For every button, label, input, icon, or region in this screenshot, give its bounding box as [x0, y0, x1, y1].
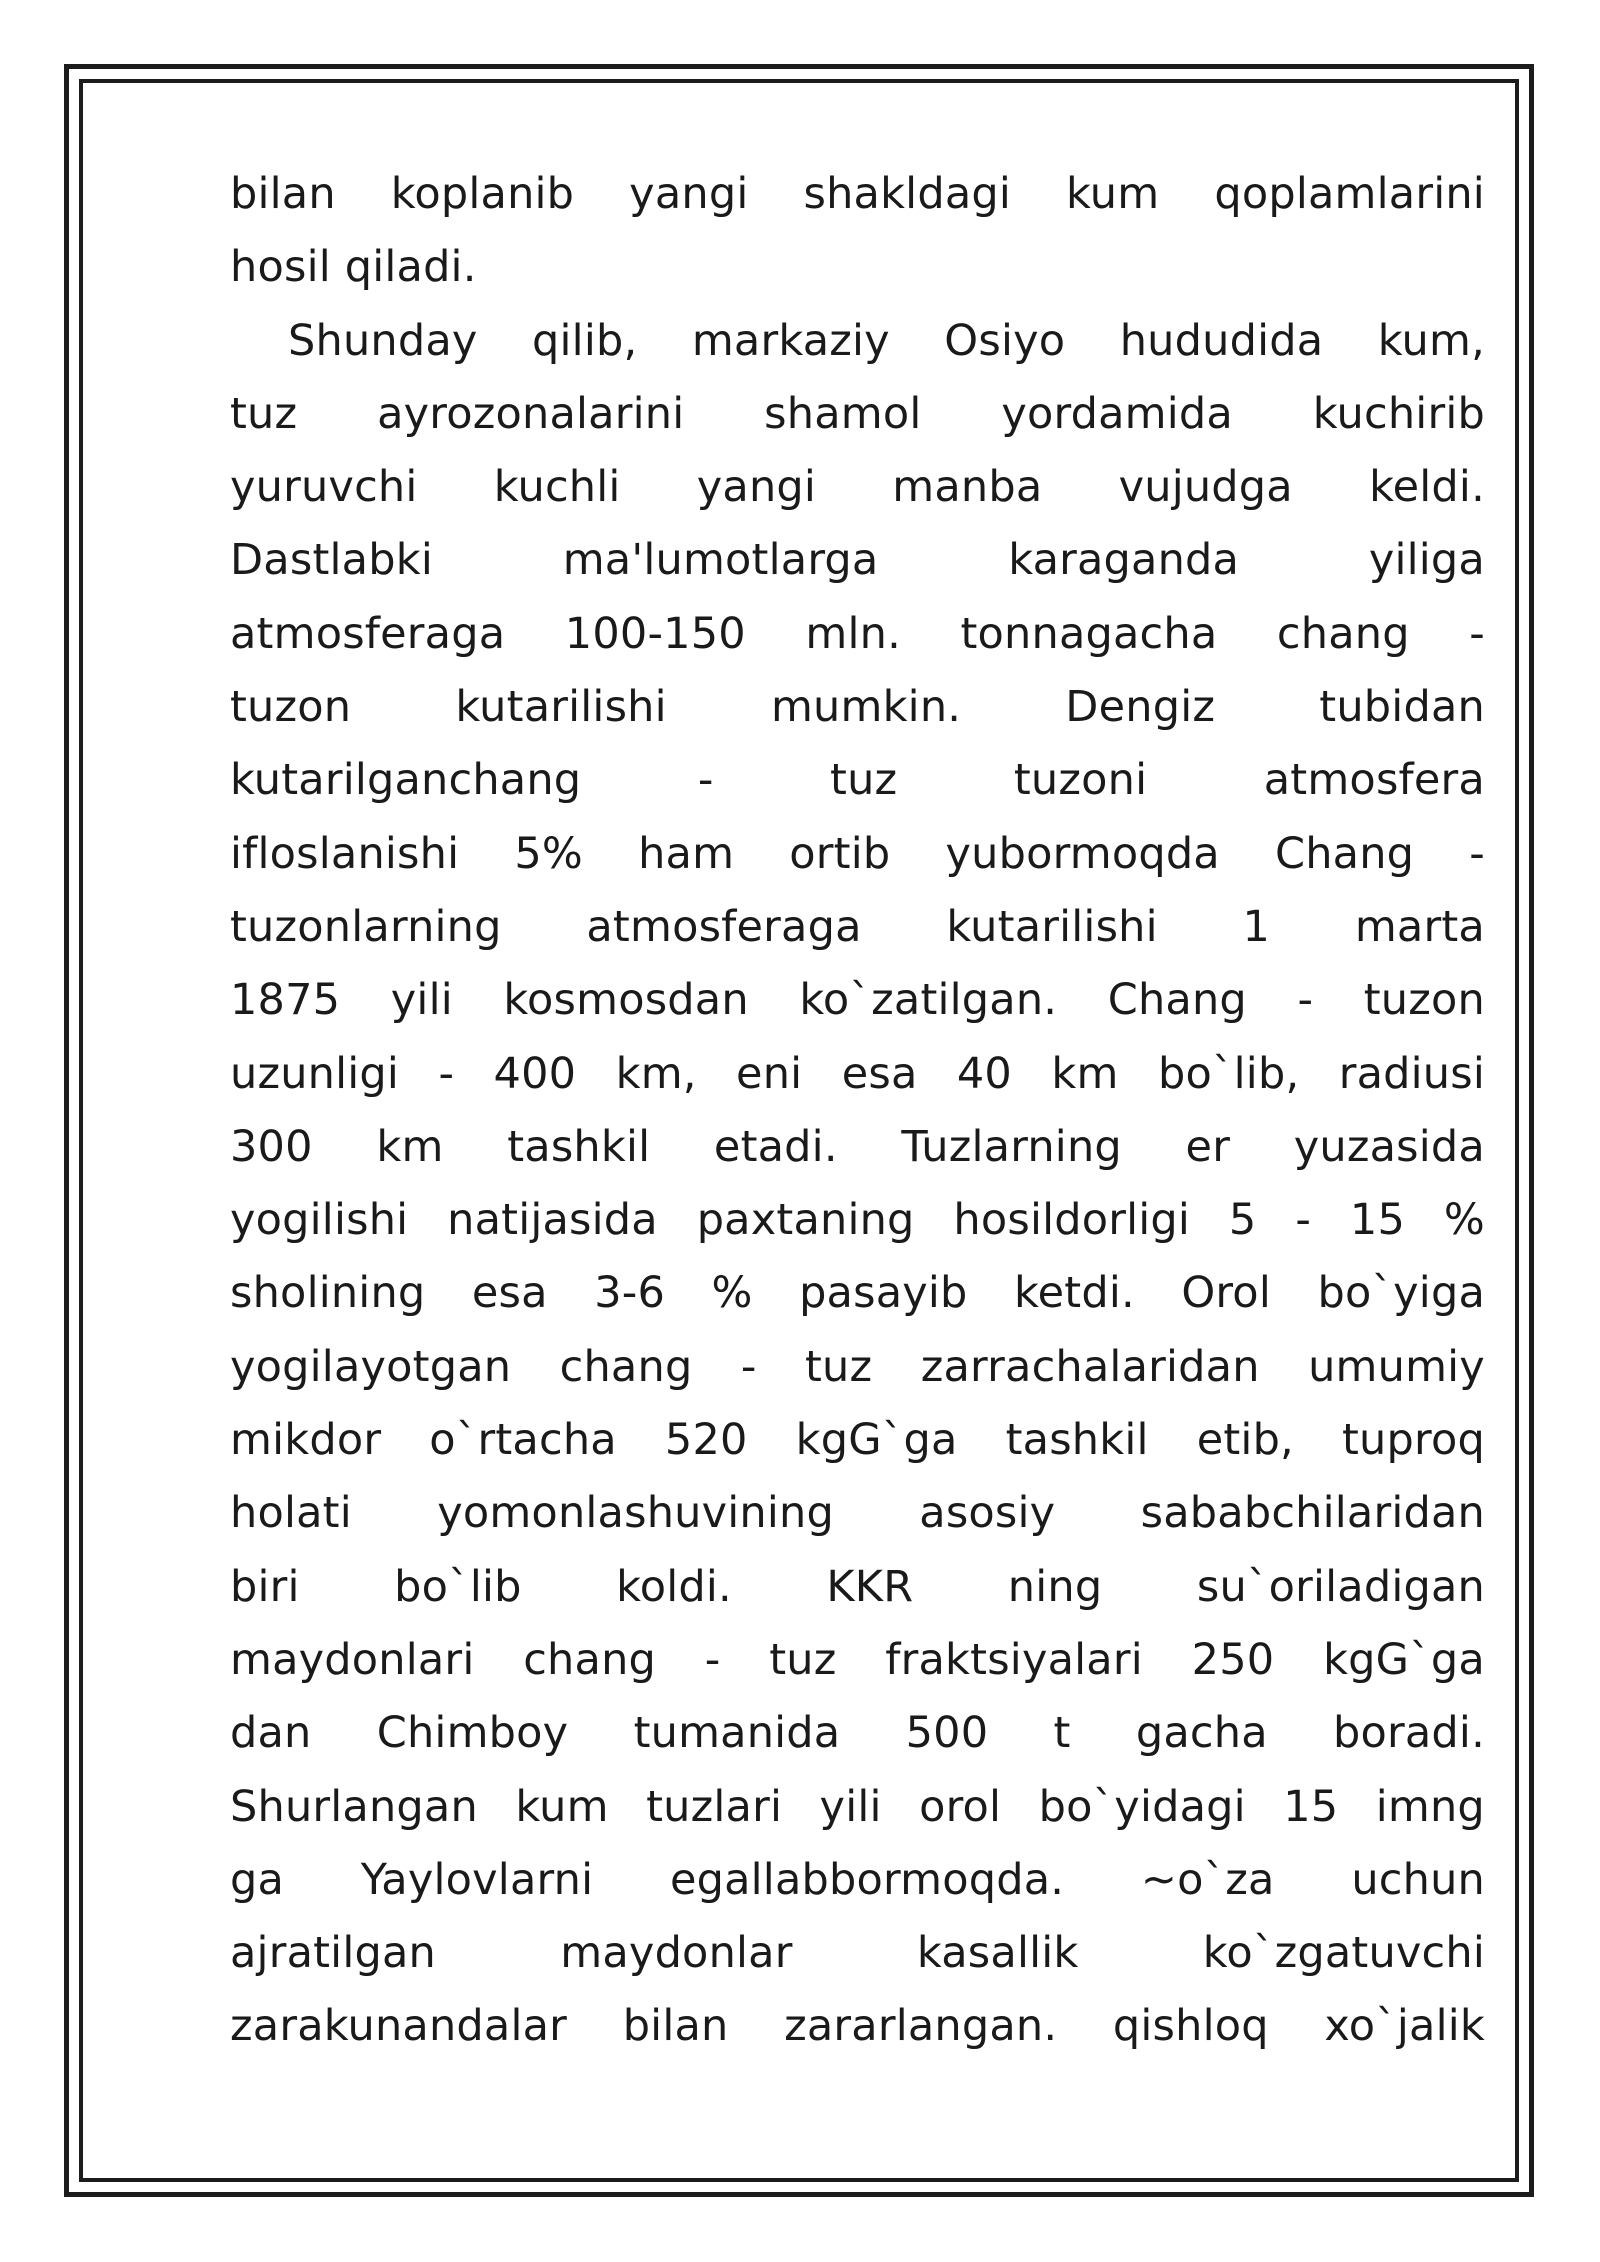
- text-line: maydonlari chang - tuz fraktsiyalari 250 kgG`ga: [230, 1634, 1485, 1685]
- text-line: yogilayotgan chang - tuz zarrachalaridan umumiy: [230, 1341, 1485, 1392]
- text-line: ifloslanishi 5% ham ortib yubormoqda Chang -: [230, 828, 1485, 879]
- text-line: bilan koplanib yangi shakldagi kum qoplamlarini: [230, 169, 1485, 219]
- text-line: yogilishi natijasida paxtaning hosildorligi 5 - 15 %: [230, 1195, 1485, 1246]
- text-line: tuzonlarning atmosferaga kutarilishi 1 marta: [230, 901, 1485, 952]
- text-line: holati yomonlashuvining asosiy sababchilaridan: [230, 1488, 1485, 1539]
- text-line: mikdor o`rtacha 520 kgG`ga tashkil etib, tuproq: [230, 1415, 1485, 1466]
- text-line: uzunligi - 400 km, eni esa 40 km bo`lib, radiusi: [230, 1048, 1485, 1099]
- text-line: dan Chimboy tumanida 500 t gacha boradi.: [230, 1708, 1485, 1759]
- text-line: hosil qiladi.: [230, 242, 477, 293]
- text-line: atmosferaga 100-150 mln. tonnagacha chang -: [230, 608, 1485, 659]
- text-line: Dastlabki ma'lumotlarga karaganda yiliga: [230, 535, 1485, 586]
- text-line: yuruvchi kuchli yangi manba vujudga keldi.: [230, 462, 1485, 513]
- text-line: zarakunandalar bilan zararlangan. qishloq xo`jalik: [230, 2001, 1485, 2052]
- text-line: tuz ayrozonalarini shamol yordamida kuchirib: [230, 388, 1485, 439]
- text-line: ajratilgan maydonlar kasallik ko`zgatuvchi: [230, 1928, 1485, 1979]
- text-line: tuzon kutarilishi mumkin. Dengiz tubidan: [230, 682, 1485, 733]
- body-text: [230, 158, 1485, 2064]
- text-line: biri bo`lib koldi. KKR ning su`oriladigan: [230, 1561, 1485, 1612]
- text-line: Shurlangan kum tuzlari yili orol bo`yidagi 15 imng: [230, 1781, 1485, 1832]
- text-line: 1875 yili kosmosdan ko`zatilgan. Chang - tuzon: [230, 975, 1485, 1026]
- text-line: kutarilganchang - tuz tuzoni atmosfera: [230, 755, 1485, 806]
- text-line: ga Yaylovlarni egallabbormoqda. ~o`za uchun: [230, 1854, 1485, 1905]
- text-line: 300 km tashkil etadi. Tuzlarning er yuzasida: [230, 1121, 1485, 1172]
- text-line: sholining esa 3-6 % pasayib ketdi. Orol bo`yiga: [230, 1268, 1485, 1319]
- text-line: Shunday qilib, markaziy Osiyo hududida kum,: [288, 315, 1485, 366]
